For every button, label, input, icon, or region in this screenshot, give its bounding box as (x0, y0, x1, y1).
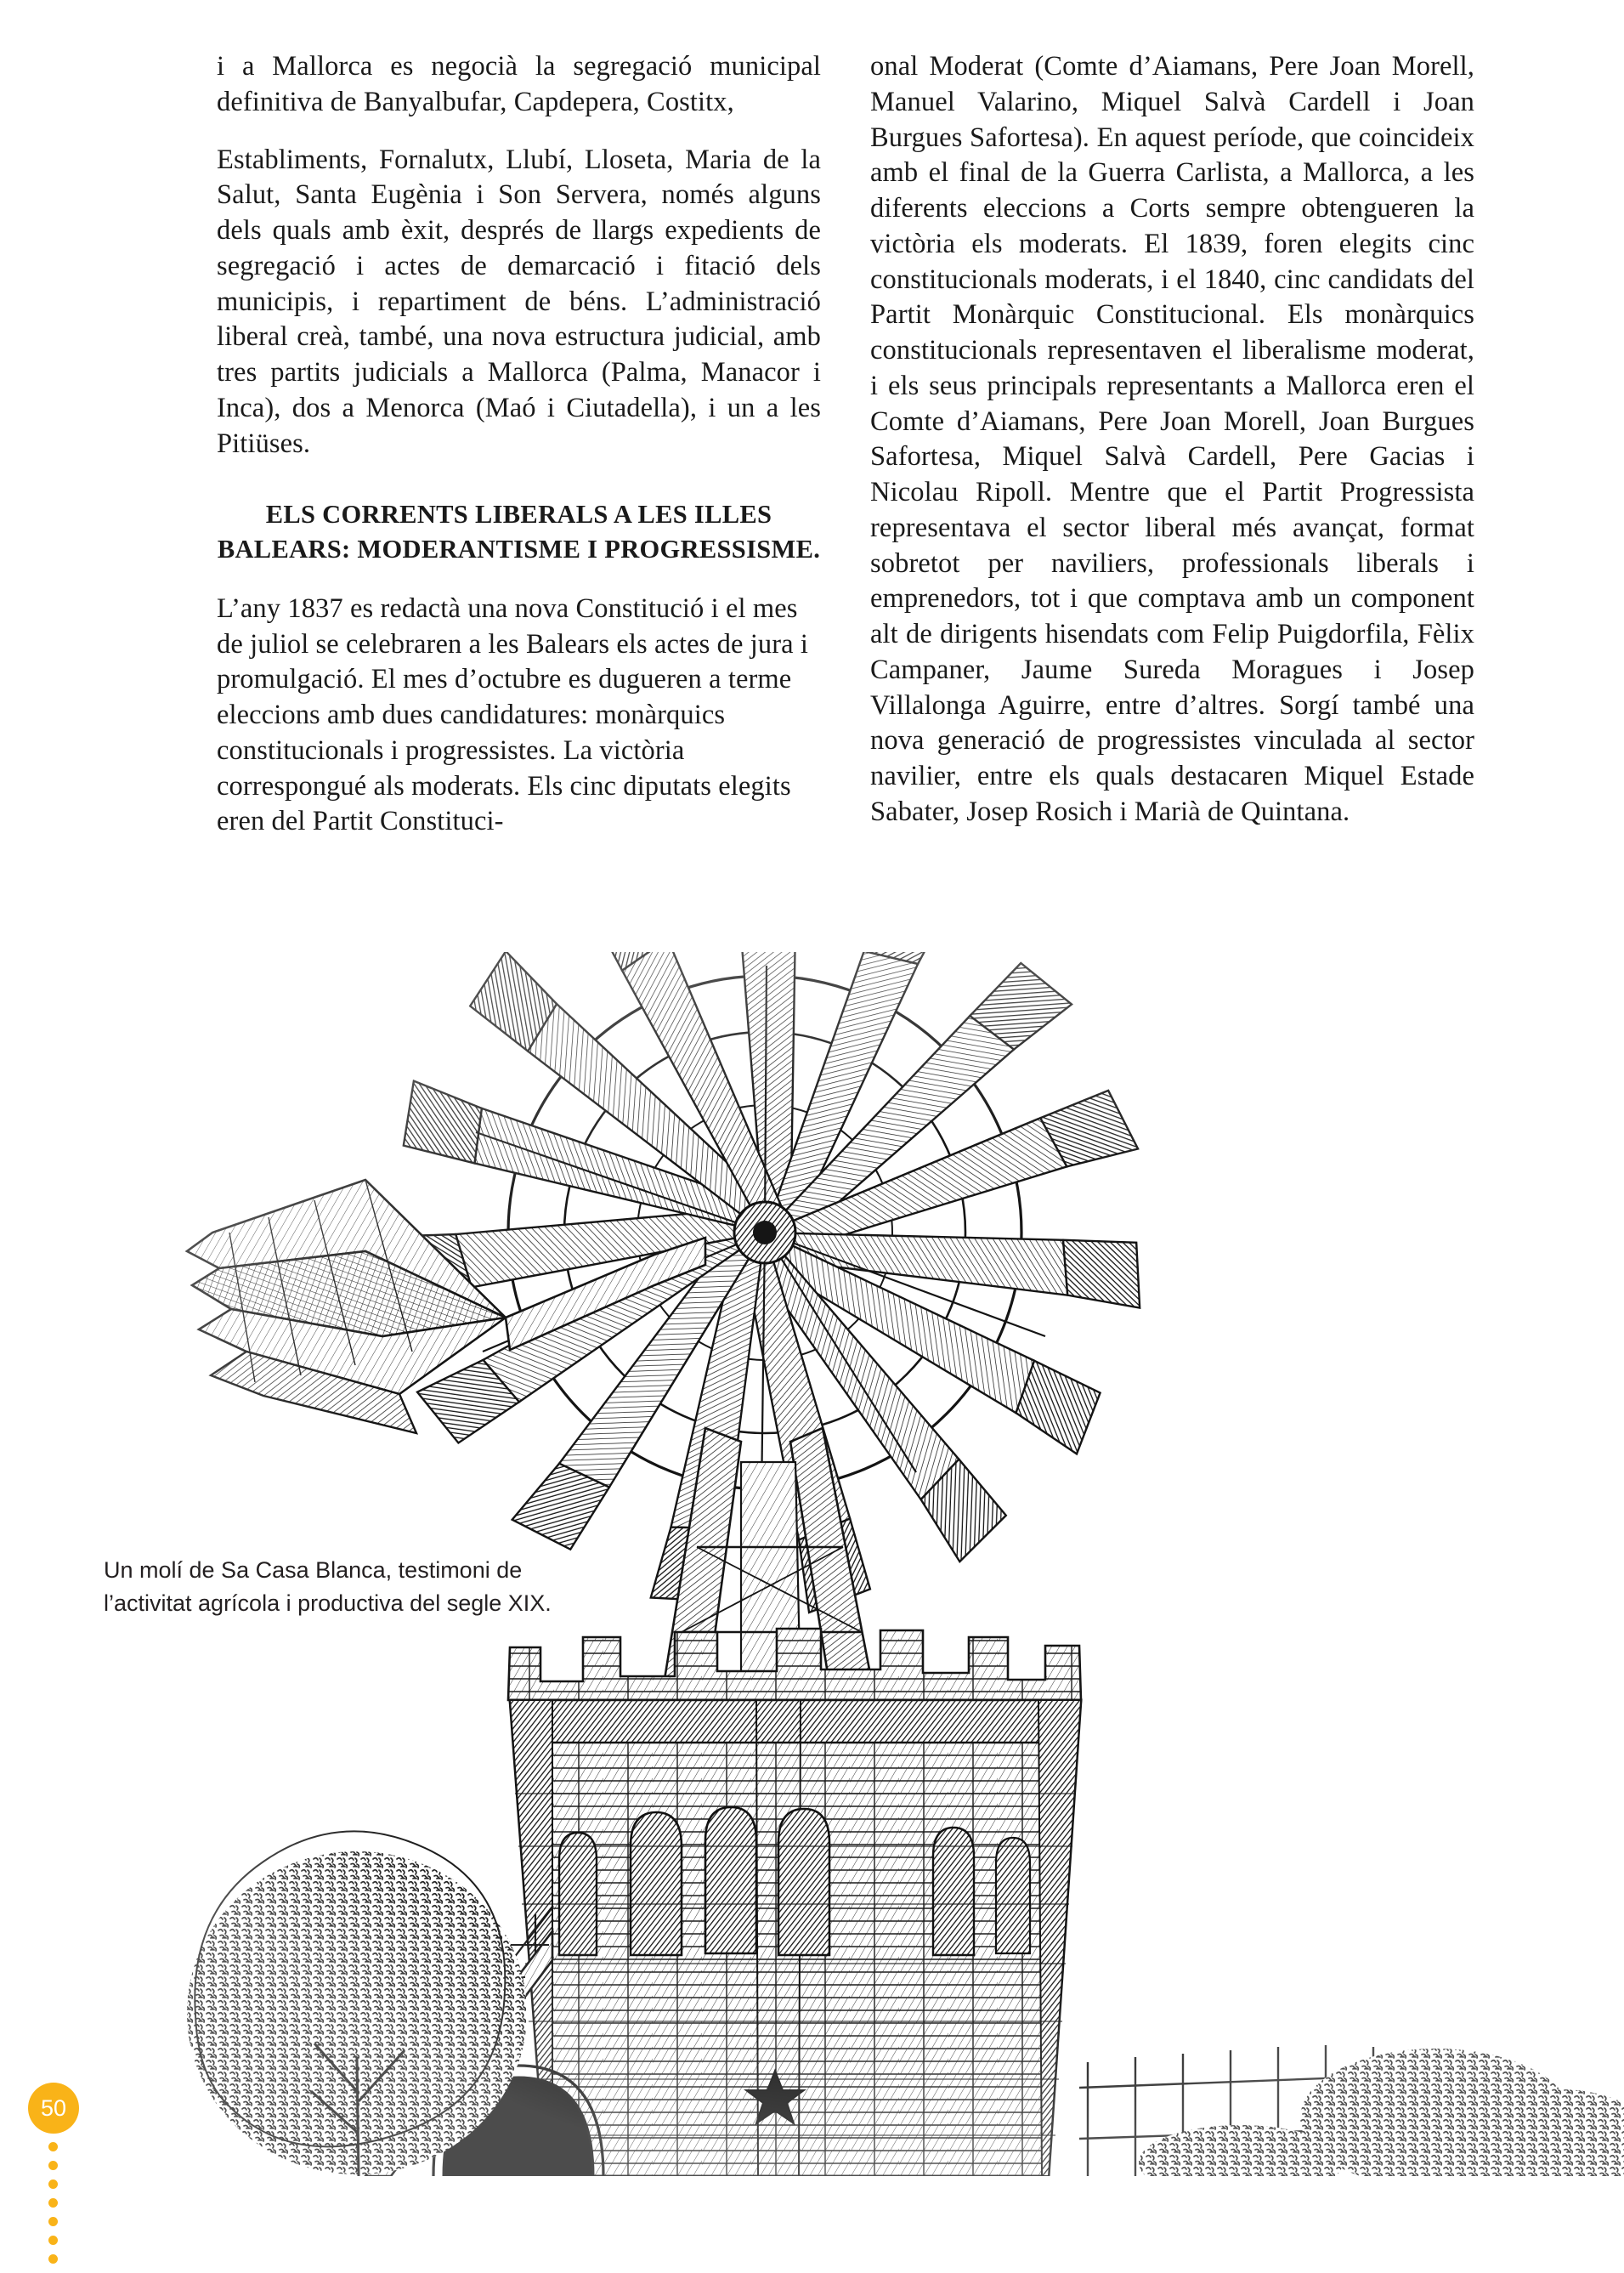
tower-windows (559, 1807, 1030, 1955)
dot (48, 2142, 58, 2151)
right-column (870, 49, 1474, 862)
section-heading: ELS CORRENTS LIBERALS A LES ILLES BALEARS: MODERANTISME I PROGRESSISME. (217, 500, 821, 564)
dot (48, 2236, 58, 2245)
windmill-tail-vane (187, 1180, 705, 1433)
paragraph: onal Moderat (Comte d’Aiamans, Pere Joan Morell, Manuel Valarino, Miquel Salvà Cardell i Joan Burgues Safortesa). En aquest període, que coincideix amb el final de la Guerra Carlista, a Mallorca, a les diferents eleccions a Corts sempre obtengueren la victòria els moderats. El 1839, foren elegits cinc constitucionals moderats, i el 1840, cinc candidats del Partit Monàrquic Constitucional. Els monàrquics constitucionals representaven el liberalisme moderat, i els seus principals representants a Mallorca eren el Comte d’Aiamans, Pere Joan Morell, Joan Burgues Safortesa, Miquel Salvà Cardell, Pere Gacias i Nicolau Ripoll. Mentre que el Partit Progressista representava el sector liberal més avançat, format sobretot per naviliers, professionals liberals i emprenedors, tot i que comptava amb un component alt de dirigents hisendats com Felip Puigdorfila, Fèlix Campaner, Jaume Sureda Moragues i Josep Villalonga Aguirre, entre d’altres. Sorgí també una nova generació de progressistes vinculada al sector navilier, entre els quals destacaren Miquel Estade Sabater, Josep Rosich i Marià de Quintana. (870, 51, 1474, 827)
page-number-badge: 50 (28, 2083, 79, 2134)
paragraph: L’any 1837 es redactà una nova Constitució i el mes de juliol se celebraren a les Balears els actes de jura i promulgació. El mes d’octubre es dugueren a terme eleccions amb dues candidatures: monàrquics constitucionals i progressistes. La victòria correspongué als moderats. Els cinc diputats elegits eren del Partit Constituci- (217, 592, 809, 837)
mill-tower (508, 1629, 1081, 2176)
article-body (217, 49, 1474, 862)
tree (187, 1831, 527, 2176)
page-dot-trail (48, 2142, 59, 2273)
dot (48, 2179, 58, 2189)
dot (48, 2217, 58, 2226)
tower-star-medallion (746, 2071, 804, 2123)
fence-and-shrubs (1079, 2045, 1624, 2176)
dot (48, 2198, 58, 2208)
windmill-mast (661, 1428, 875, 1705)
windmill-wheel (382, 952, 1146, 1613)
left-column (217, 49, 821, 862)
dot (48, 2254, 58, 2264)
paragraph: i a Mallorca es negocià la segregació municipal definitiva de Banyalbufar, Capdepera, Costitx, (217, 51, 821, 117)
mill-staircase (365, 1907, 603, 2176)
dot (48, 2161, 58, 2170)
figure-caption: Un molí de Sa Casa Blanca, testimoni de l’activitat agrícola i productiva del segle XIX. (104, 1557, 552, 1616)
paragraph: Establiments, Fornalutx, Llubí, Lloseta, Maria de la Salut, Santa Eugènia i Son Servera, només alguns dels quals amb èxit, després de llargs expedients de segregació i actes de demarcació i fitació dels municipis, i repartiment de béns. L’administració liberal creà, també, una nova estructura judicial, amb tres partits judicials a Mallorca (Palma, Manacor i Inca), dos a Menorca (Maó i Ciutadella), i un a les Pitiüses. (217, 144, 821, 459)
